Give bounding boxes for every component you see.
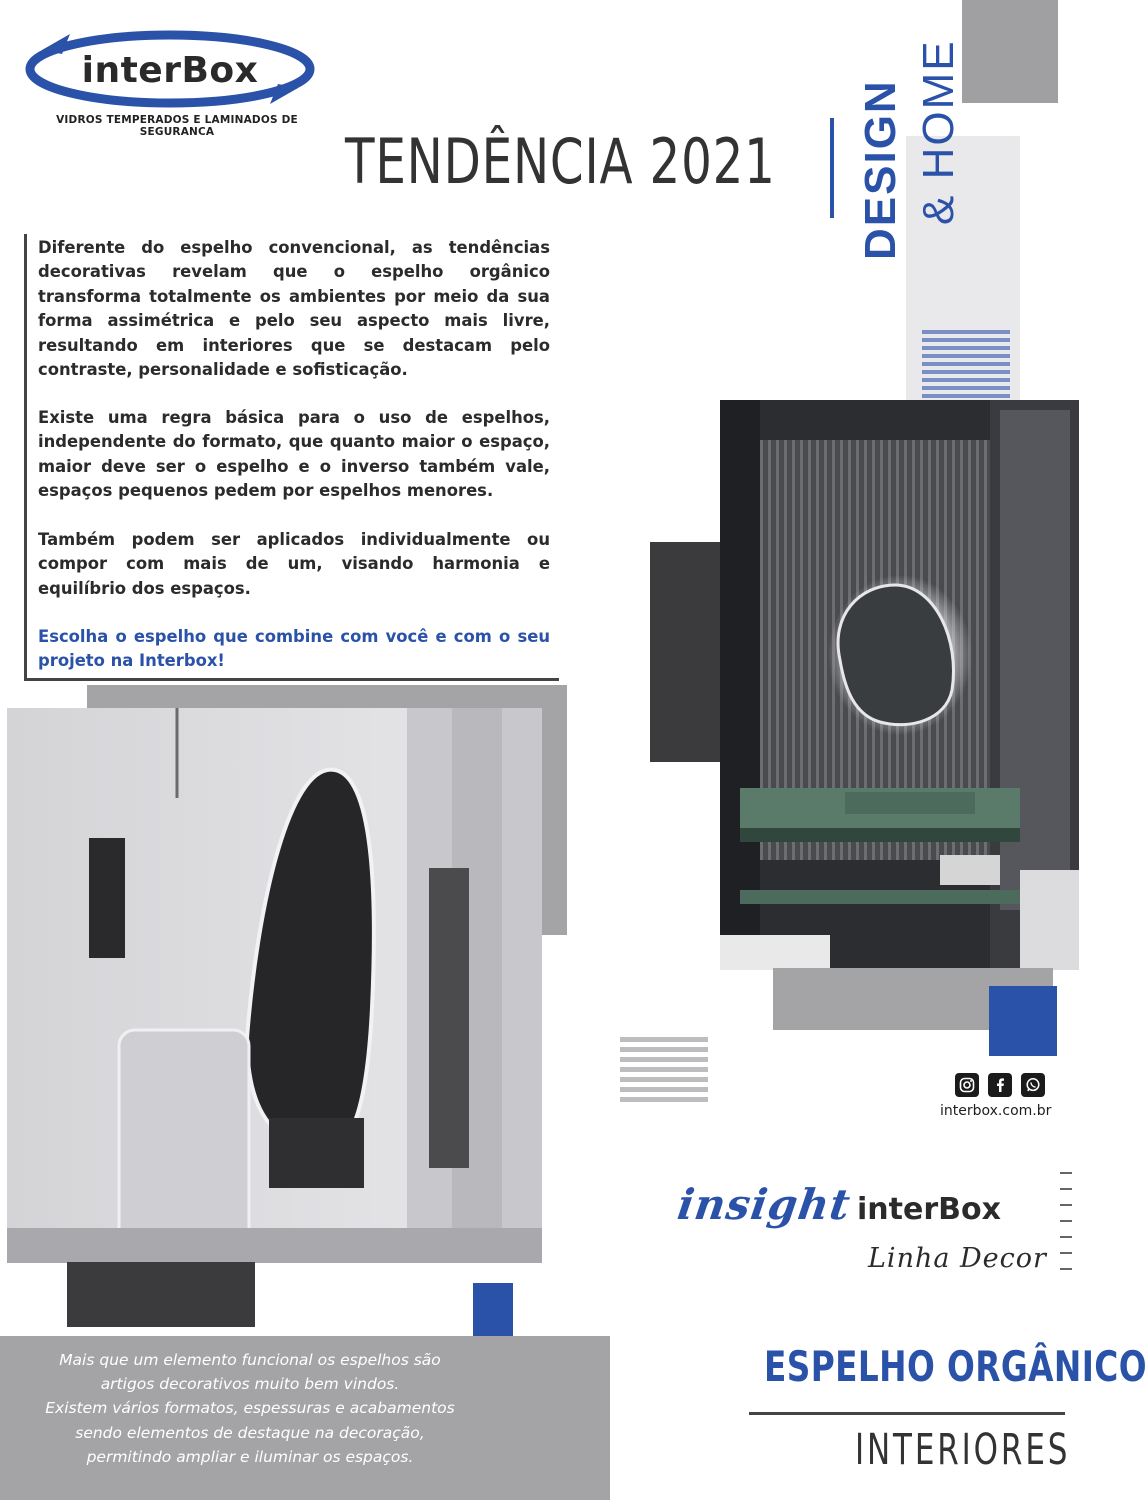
bathroom-photo-illustration: [720, 400, 1079, 970]
facebook-icon[interactable]: [988, 1073, 1012, 1097]
bathroom-photo-tall-mirror: [7, 708, 542, 1263]
article-paragraph-2: Existe uma regra básica para o uso de espelhos, independente do formato, que quanto maior o espaço, maior deve ser o espelho e o inverso também vale, espaços pequenos pedem por espelhos menores.: [38, 408, 550, 501]
caption-text: [10, 1348, 490, 1469]
logo-tagline: VIDROS TEMPERADOS E LAMINADOS DE SEGURANCA: [56, 114, 298, 138]
instagram-icon[interactable]: [955, 1073, 979, 1097]
insight-script: insight: [674, 1180, 854, 1229]
decor-dash-marks: [1060, 1172, 1072, 1282]
article-cta: Escolha o espelho que combine com você e com o seu projeto na Interbox!: [38, 627, 550, 671]
vertical-design-label: DESIGN: [856, 79, 905, 260]
divider: [749, 1412, 1065, 1415]
article-paragraph-3: Também podem ser aplicados individualmente ou compor com mais de um, visando harmonia e equilíbrio dos espaços.: [38, 530, 550, 598]
logo-wordmark: interBox: [81, 50, 259, 91]
vertical-home-label: & HOME: [914, 39, 963, 225]
insight-brand: interBox: [857, 1192, 1001, 1227]
caption-line: Existem vários formatos, espessuras e acabamentos: [45, 1399, 455, 1418]
decor-dark-block-2: [67, 1262, 255, 1327]
bathroom-photo-organic-mirror: [720, 400, 1079, 970]
product-title: ESPELHO ORGÂNICO: [764, 1342, 1147, 1391]
decor-gray-block: [962, 0, 1058, 103]
social-links: [955, 1073, 1045, 1099]
decor-gray-stripes: [620, 1037, 708, 1105]
decor-dark-block: [650, 542, 722, 762]
brand-logo: [22, 28, 322, 138]
page-title: TENDÊNCIA 2021: [345, 125, 776, 198]
caption-line: permitindo ampliar e iluminar os espaços.: [86, 1447, 414, 1466]
caption-line: sendo elementos de destaque na decoração,: [75, 1423, 425, 1442]
whatsapp-icon[interactable]: [1021, 1073, 1045, 1097]
caption-line: Mais que um elemento funcional os espelhos são: [59, 1351, 441, 1369]
website-link[interactable]: interbox.com.br: [940, 1103, 1052, 1119]
decor-blue-square: [989, 986, 1057, 1056]
category-label: INTERIORES: [855, 1425, 1071, 1475]
bathroom-photo-illustration-2: [7, 708, 542, 1263]
article-paragraph-1: Diferente do espelho convencional, as tendências decorativas revelam que o espelho orgânico transforma totalmente os ambientes por meio da sua forma assimétrica e pelo seu aspecto mais livre, resultando em interiores que se destacam pelo contraste, personalidade e sofisticação.: [38, 238, 550, 380]
linha-decor: Linha Decor: [868, 1243, 1047, 1274]
caption-line: artigos decorativos muito bem vindos.: [100, 1375, 400, 1394]
decor-blue-line: [830, 118, 834, 218]
